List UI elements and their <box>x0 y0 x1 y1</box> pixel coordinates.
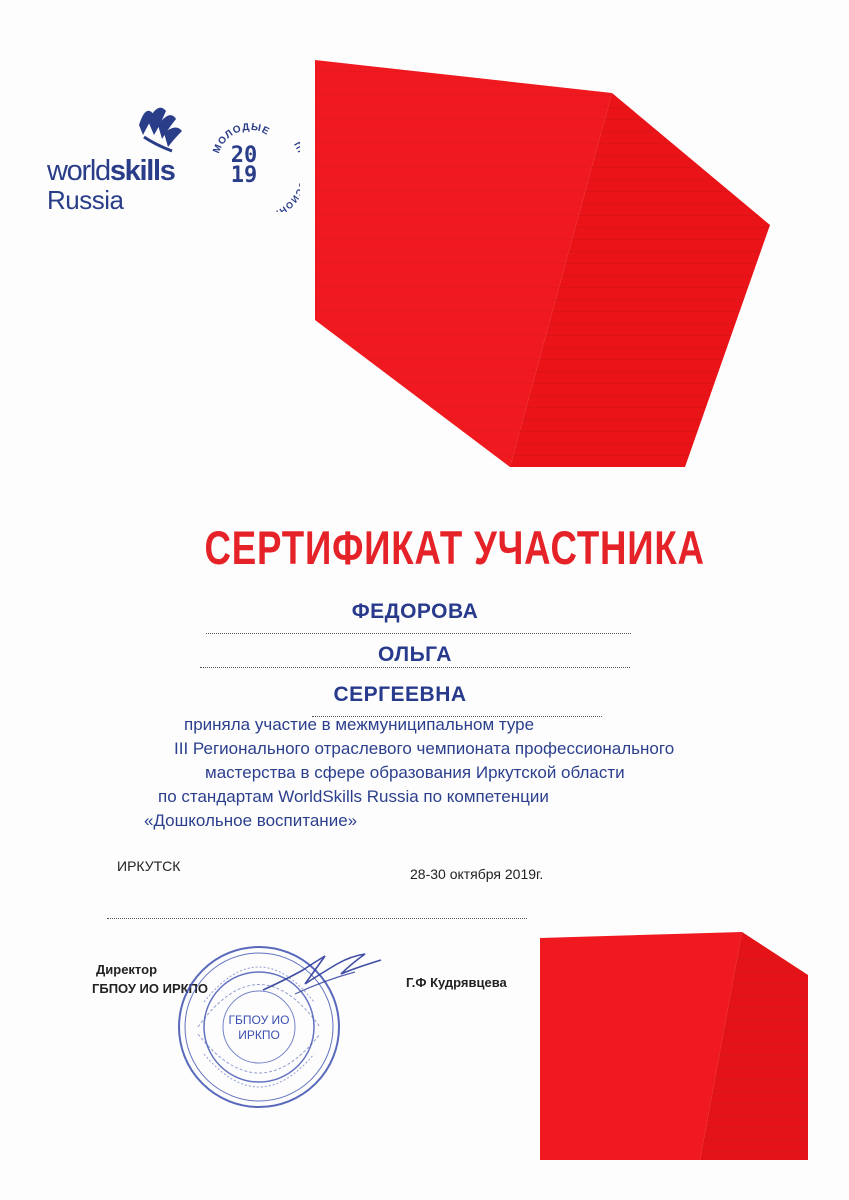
patronymic: СЕРГЕЕВНА <box>333 683 467 706</box>
event-date: 28-30 октября 2019г. <box>410 866 544 882</box>
young-professionals-logo <box>200 112 300 212</box>
surname-underline <box>206 633 631 634</box>
body-line: III Регионального отраслевого чемпионата профессионального <box>174 739 675 758</box>
svg-text:ПРОФЕССИОНАЛЫ <box>254 140 300 212</box>
city: ИРКУТСК <box>117 858 181 874</box>
young-pros-top-text: МОЛОДЫЕ <box>211 121 272 156</box>
first-name-underline <box>200 667 630 668</box>
young-pros-bottom-text: ИОН <box>276 193 300 212</box>
stamp-text-line2: ИРКПО <box>238 1028 280 1042</box>
body-line: мастерства в сфере образования Иркутской области <box>205 763 625 782</box>
worldskills-logo <box>44 95 194 215</box>
first-name: ОЛЬГА <box>378 643 452 666</box>
young-pros-year-bottom: 19 <box>230 163 258 188</box>
signatory-organization: ГБПОУ ИО ИРКПО <box>92 981 209 996</box>
body-line: «Дошкольное воспитание» <box>144 811 358 830</box>
certificate-title: СЕРТИФИКАТ УЧАСТНИКА <box>204 521 705 574</box>
signatory-name: Г.Ф Кудрявцева <box>406 975 507 990</box>
body-line: по стандартам WorldSkills Russia по компетенции <box>158 787 549 806</box>
handwritten-signature-icon <box>255 950 395 1000</box>
signatory-title: Директор <box>96 962 158 977</box>
worldskills-country: Russia <box>47 185 124 215</box>
young-pros-year-top: 20 <box>230 143 258 168</box>
body-line: приняла участие в межмуниципальном туре <box>184 715 535 734</box>
surname: ФЕДОРОВА <box>351 600 479 623</box>
worldskills-wordmark: worldskills <box>47 155 175 187</box>
stamp-text-line1: ГБПОУ ИО <box>228 1013 290 1027</box>
date-underline <box>107 918 527 919</box>
